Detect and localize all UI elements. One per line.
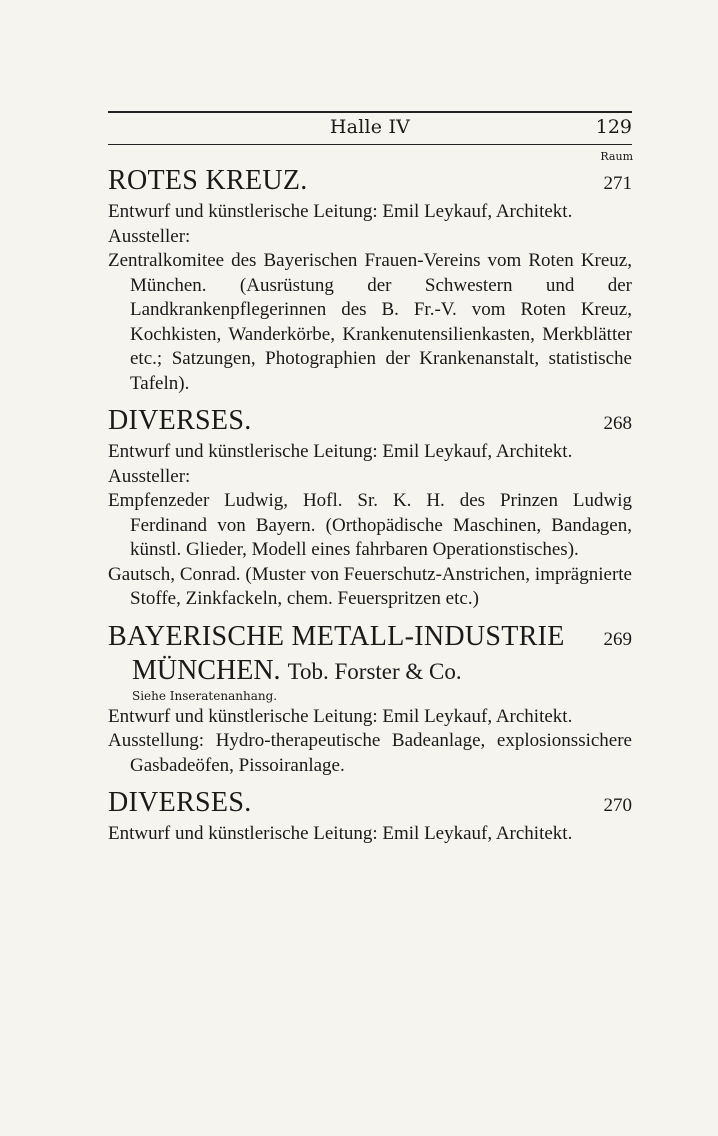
section-heading [108, 786, 632, 822]
section-diverses-270 [108, 786, 632, 847]
section-heading-continuation [108, 656, 632, 687]
room-column-label: Raum [600, 150, 633, 163]
paragraph: Aussteller: [108, 225, 191, 247]
running-header-title: Halle IV [329, 116, 411, 138]
page-number: 129 [595, 116, 632, 138]
section-title: BAYERISCHE METALL-INDUSTRIE [108, 620, 565, 652]
paragraph: Aussteller: [108, 465, 191, 487]
header-rule-top [108, 111, 632, 113]
room-number: 271 [603, 173, 632, 194]
section-title: DIVERSES. [108, 405, 252, 436]
section-diverses-268 [108, 404, 632, 612]
room-number: 268 [603, 413, 632, 434]
page-content [108, 164, 632, 855]
paragraph: Zentralkomitee des Bayerischen Frauen-Vereins vom Roten Kreuz, München. (Ausrüstung der Schwestern und der Landkrankenpflegerinnen des B. Fr.-V. vom Roten Kreuz, Kochkisten, Wanderkörbe, Krankenutensilienkasten, Merkblätter etc.; Satzungen, Photographien der Krankenanstalt, statistische Tafeln). [108, 250, 632, 394]
firm-name: Tob. Forster & Co. [287, 658, 462, 684]
section-bayerische-metall-industrie [108, 620, 632, 779]
section-title: ROTES KREUZ. [108, 165, 308, 196]
section-heading [108, 620, 632, 656]
section-heading [108, 164, 632, 200]
header-rule-bottom [108, 144, 632, 145]
paragraph: Entwurf und künstlerische Leitung: Emil Leykauf, Architekt. [108, 705, 573, 727]
paragraph: Empfenzeder Ludwig, Hofl. Sr. K. H. des Prinzen Ludwig Ferdinand von Bayern. (Orthopädische Maschinen, Bandagen, künstl. Glieder, Modell eines fahrbaren Operationstisches). [108, 490, 632, 560]
advertisement-note: Siehe Inseratenanhang. [132, 688, 278, 703]
section-title: DIVERSES. [108, 787, 252, 818]
paragraph: Entwurf und künstlerische Leitung: Emil Leykauf, Architekt. [108, 441, 573, 462]
section-heading [108, 404, 632, 440]
section-rotes-kreuz [108, 164, 632, 396]
paragraph: Entwurf und künstlerische Leitung: Emil Leykauf, Architekt. [108, 201, 573, 222]
section-title-city: MÜNCHEN. [132, 654, 281, 686]
room-number: 270 [603, 795, 632, 816]
room-number: 269 [603, 628, 632, 650]
paragraph: Ausstellung: Hydro-therapeutische Badeanlage, explosionssichere Gasbadeöfen, Pissoiranlage. [108, 730, 632, 776]
paragraph: Entwurf und künstlerische Leitung: Emil Leykauf, Architekt. [108, 823, 573, 844]
paragraph: Gautsch, Conrad. (Muster von Feuerschutz-Anstrichen, imprägnierte Stoffe, Zinkfackeln, chem. Feuerspritzen etc.) [108, 563, 632, 609]
